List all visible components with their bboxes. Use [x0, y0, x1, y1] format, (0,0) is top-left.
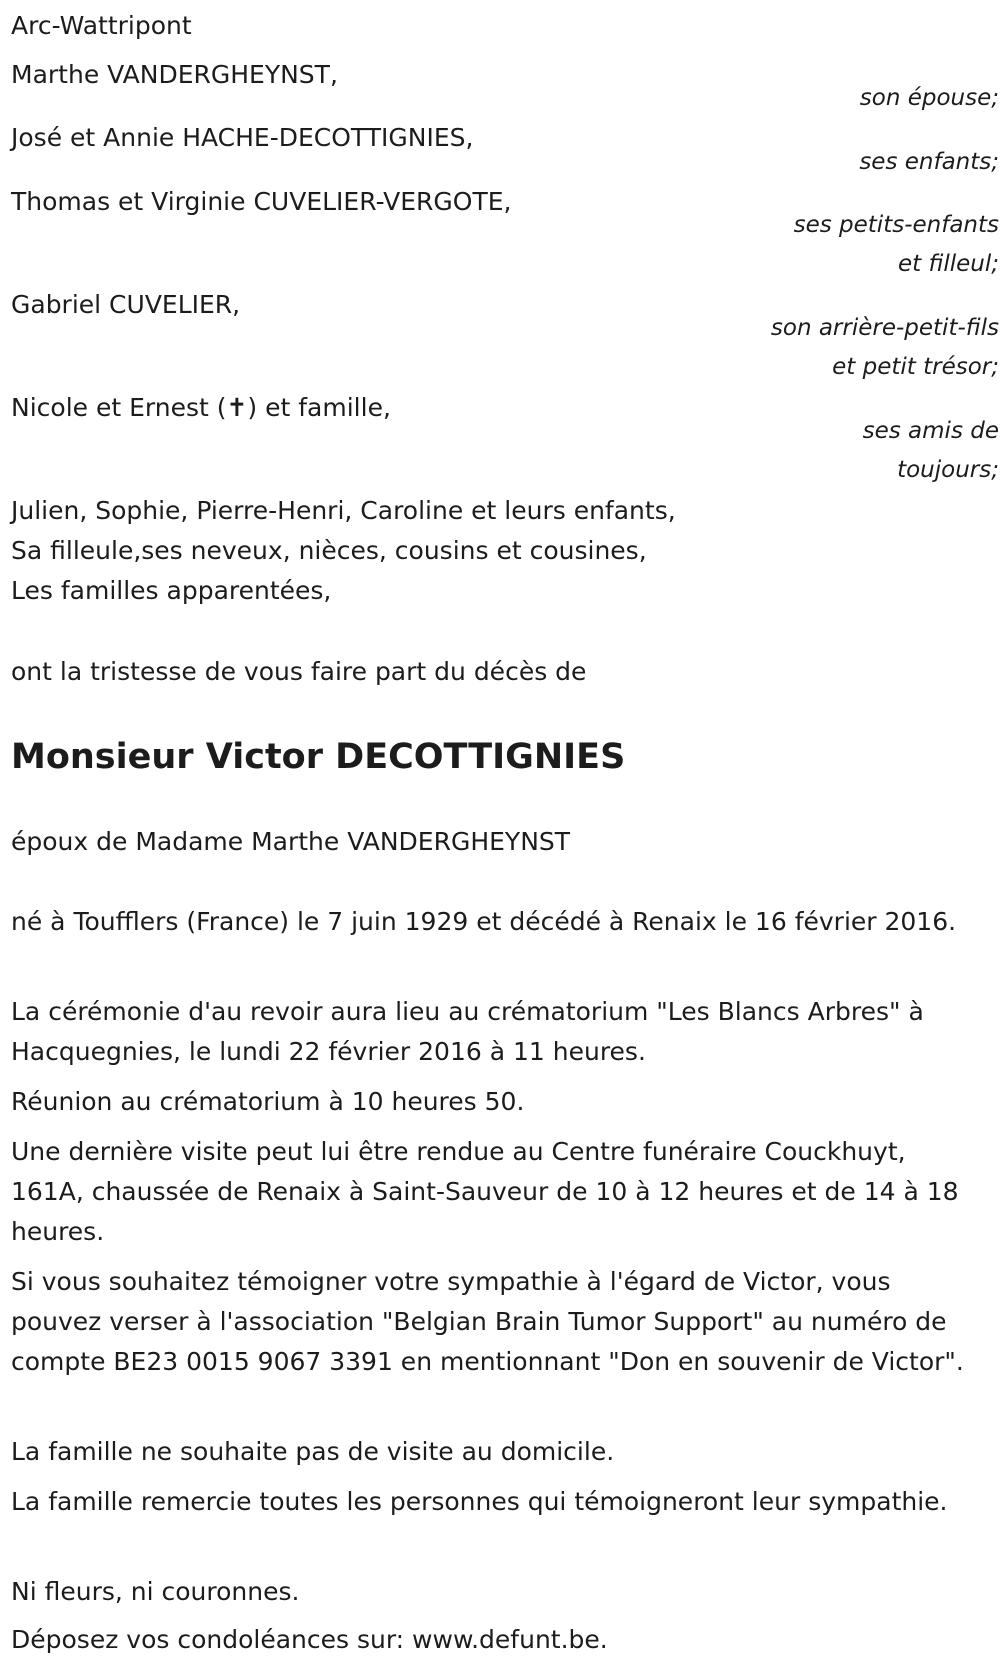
other-relatives-line1: Julien, Sophie, Pierre-Henri, Caroline et leurs enfants,	[11, 496, 676, 525]
family-member-spouse: Marthe VANDERGHEYNST,	[11, 60, 338, 89]
sympathy-paragraph: Si vous souhaitez témoigner votre sympathie à l'égard de Victor, vous pouvez verser à l'association "Belgian Brain Tumor Support" au numéro de compte BE23 0015 9067 3391 en mentionnant "Don en souvenir de Victor".	[11, 1267, 964, 1376]
relation-children: ses enfants;	[859, 149, 999, 175]
relation-great-grandchild-line2: et petit trésor;	[832, 354, 999, 380]
visit-paragraph: Une dernière visite peut lui être rendue au Centre funéraire Couckhuyt, 161A, chaussée de Renaix à Saint-Sauveur de 10 à 12 heures et de 14 à 18 heures.	[11, 1137, 959, 1246]
location: Arc-Wattripont	[11, 11, 192, 40]
announcement-text: ont la tristesse de vous faire part du décès de	[11, 657, 587, 686]
relation-friends-line2: toujours;	[897, 457, 999, 483]
reunion-paragraph: Réunion au crématorium à 10 heures 50.	[11, 1087, 525, 1116]
birth-death-paragraph: né à Toufflers (France) le 7 juin 1929 et décédé à Renaix le 16 février 2016.	[11, 907, 957, 936]
thanks-paragraph: La famille remercie toutes les personnes qui témoigneront leur sympathie.	[11, 1487, 948, 1516]
relation-great-grandchild-line1: son arrière-petit-fils	[770, 315, 999, 341]
relation-friends-line1: ses amis de	[862, 418, 999, 444]
relation-grandchildren-line2: et filleul;	[898, 251, 999, 277]
relation-grandchildren-line1: ses petits-enfants	[793, 212, 999, 238]
deceased-name: Monsieur Victor DECOTTIGNIES	[11, 737, 626, 777]
no-flowers-paragraph: Ni fleurs, ni couronnes.	[11, 1577, 300, 1606]
other-relatives-line3: Les familles apparentées,	[11, 576, 332, 605]
family-member-grandchildren: Thomas et Virginie CUVELIER-VERGOTE,	[11, 187, 512, 216]
ceremony-paragraph: La cérémonie d'au revoir aura lieu au crématorium "Les Blancs Arbres" à Hacquegnies, le lundi 22 février 2016 à 11 heures.	[11, 997, 924, 1066]
family-member-great-grandchild: Gabriel CUVELIER,	[11, 290, 241, 319]
spouse-line: époux de Madame Marthe VANDERGHEYNST	[11, 827, 571, 856]
relation-spouse: son épouse;	[859, 85, 999, 111]
family-member-children: José et Annie HACHE-DECOTTIGNIES,	[11, 123, 474, 152]
no-home-visit-paragraph: La famille ne souhaite pas de visite au domicile.	[11, 1437, 615, 1466]
condolences-paragraph: Déposez vos condoléances sur: www.defunt.be.	[11, 1625, 608, 1654]
other-relatives-line2: Sa filleule,ses neveux, nièces, cousins et cousines,	[11, 536, 647, 565]
family-member-friends: Nicole et Ernest (✝) et famille,	[11, 393, 391, 422]
